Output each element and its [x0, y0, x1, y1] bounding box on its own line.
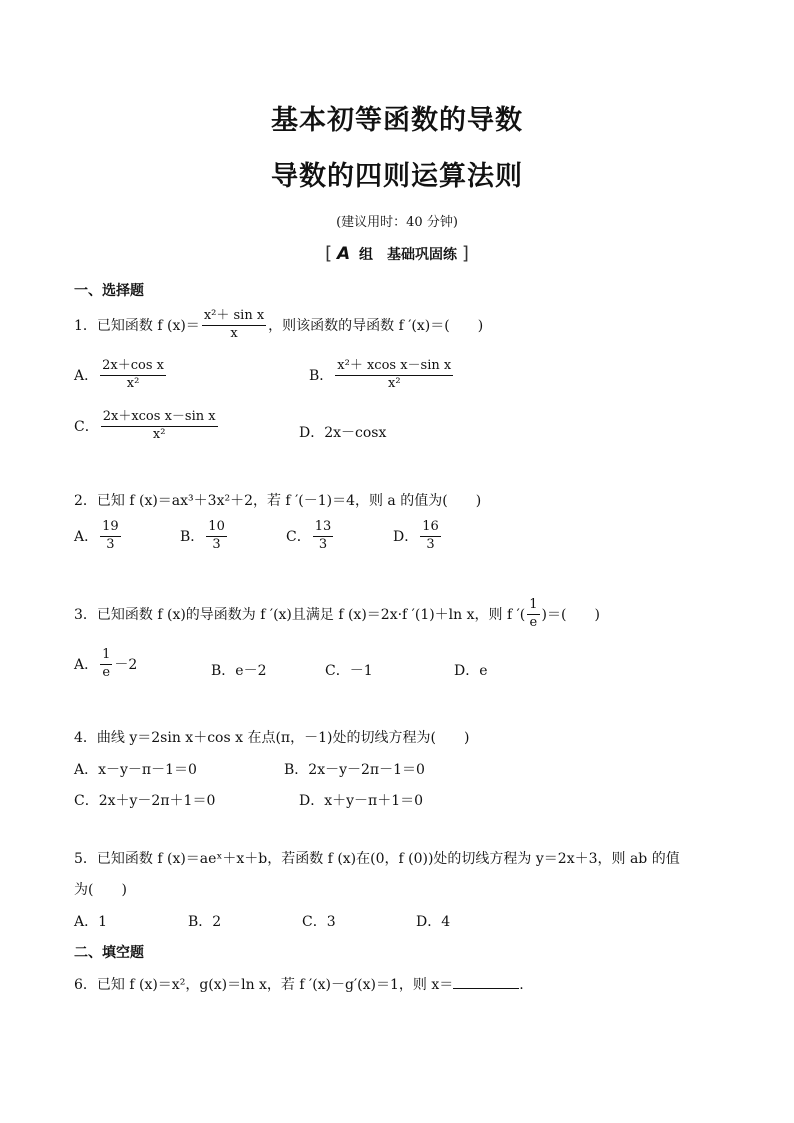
- question-3: [74, 598, 600, 631]
- q2-option-d-num: 16: [420, 520, 441, 537]
- q1-option-b-num: x²＋ xcos x－sin x: [335, 359, 453, 376]
- suggested-time: (建议用时：40 分钟): [336, 215, 458, 230]
- q2-option-a-den: 3: [106, 536, 115, 552]
- group-label: 组 基础巩固练: [359, 247, 458, 263]
- q5-option-b: B．2: [188, 914, 222, 930]
- q3-option-a-den: e: [102, 664, 111, 680]
- q2-option-b: [180, 520, 229, 553]
- q3-option-c: C．－1: [325, 663, 373, 679]
- q1-option-a: [74, 359, 168, 392]
- q3-text-pre: 3．已知函数 f (x)的导函数为 f ′(x)且满足 f (x)＝2x·f ′(1)＋ln x，则 f ′(: [74, 607, 526, 624]
- q5-option-d: D．4: [416, 914, 451, 930]
- q1-text-post: ，则该函数的导函数 f ′(x)＝( ): [268, 318, 484, 335]
- q6-answer-blank[interactable]: [453, 976, 519, 989]
- q3-option-a-label: A．: [74, 657, 99, 674]
- q2-option-c: [286, 520, 335, 553]
- q3-option-a-frac: [100, 648, 112, 681]
- q3-frac-den: e: [529, 614, 538, 630]
- q1-option-b-den: x²: [387, 375, 401, 391]
- group-heading: [0, 243, 794, 264]
- q1-text-pre: 1．已知函数 f (x)＝: [74, 318, 200, 335]
- q2-option-b-den: 3: [212, 536, 221, 552]
- q1-frac-den: x: [230, 325, 238, 341]
- q1-option-c-num: 2x＋xcos x－sin x: [101, 410, 218, 427]
- q1-option-c-frac: [101, 410, 218, 443]
- q6-text-pre: 6．已知 f (x)＝x²，g(x)＝ln x，若 f ′(x)－g′(x)＝1，则 x＝: [74, 977, 454, 993]
- section-heading-fill: 二、填空题: [74, 945, 144, 961]
- q2-option-d-label: D．: [393, 529, 419, 546]
- q4-option-b: B．2x－y－2π－1＝0: [284, 762, 425, 778]
- q2-option-b-label: B．: [180, 529, 205, 546]
- q1-option-a-num: 2x＋cos x: [100, 359, 166, 376]
- q2-option-c-frac: [313, 520, 334, 553]
- q1-option-d: D．2x－cosx: [299, 425, 387, 441]
- q2-option-d-den: 3: [426, 536, 435, 552]
- q5-option-c: C．3: [302, 914, 336, 930]
- q3-frac-num: 1: [527, 598, 539, 615]
- page-subtitle-title: 导数的四则运算法则: [271, 161, 523, 192]
- question-2: 2．已知 f (x)＝ax³＋3x²＋2，若 f ′(－1)＝4，则 a 的值为( ): [74, 493, 482, 509]
- q2-option-d: [393, 520, 443, 553]
- q4-option-d: D．x＋y－π＋1＝0: [299, 793, 424, 809]
- q2-option-a-num: 19: [100, 520, 121, 537]
- q1-option-b-label: B．: [309, 368, 334, 385]
- q1-frac-num: x²＋ sin x: [202, 309, 266, 326]
- q2-option-d-frac: [420, 520, 441, 553]
- q6-text-post: .: [519, 977, 524, 993]
- q2-option-b-frac: [206, 520, 227, 553]
- q2-option-a-label: A．: [74, 529, 99, 546]
- q2-option-b-num: 10: [206, 520, 227, 537]
- q1-option-c-label: C．: [74, 419, 99, 436]
- question-6: [74, 974, 524, 994]
- section-heading-choice: 一、选择题: [74, 283, 144, 299]
- q4-option-a: A．x－y－π－1＝0: [74, 762, 197, 778]
- q2-option-c-label: C．: [286, 529, 311, 546]
- q3-option-a-tail: －2: [114, 657, 138, 674]
- group-left-bracket: [: [325, 243, 333, 264]
- q3-fraction: [527, 598, 539, 631]
- q1-option-a-den: x²: [126, 375, 140, 391]
- group-right-bracket: ]: [461, 243, 469, 264]
- q3-option-d: D．e: [454, 663, 488, 679]
- question-1: [74, 309, 483, 342]
- q5-option-a: A．1: [74, 914, 108, 930]
- page-title: 基本初等函数的导数: [271, 105, 523, 136]
- q2-option-c-num: 13: [313, 520, 334, 537]
- q1-fraction: [202, 309, 266, 342]
- question-5-line-1: 5．已知函数 f (x)＝aeˣ＋x＋b，若函数 f (x)在(0，f (0))处的切线方程为 y＝2x＋3，则 ab 的值: [74, 851, 680, 867]
- q3-option-b: B．e－2: [211, 663, 267, 679]
- q1-option-b-frac: [335, 359, 453, 392]
- question-5-line-2: 为( ): [74, 882, 127, 898]
- q3-text-post: )＝( ): [541, 607, 600, 624]
- q1-option-a-frac: [100, 359, 166, 392]
- q2-option-a: [74, 520, 123, 553]
- q1-option-c: [74, 410, 220, 443]
- group-letter: A: [336, 244, 351, 264]
- q1-option-c-den: x²: [152, 426, 166, 442]
- q2-option-a-frac: [100, 520, 121, 553]
- q1-option-a-label: A．: [74, 368, 99, 385]
- q2-option-c-den: 3: [318, 536, 328, 552]
- q4-option-c: C．2x＋y－2π＋1＝0: [74, 793, 216, 809]
- q3-option-a-num: 1: [100, 648, 112, 665]
- question-4: 4．曲线 y＝2sin x＋cos x 在点(π，－1)处的切线方程为( ): [74, 730, 470, 746]
- q1-option-b: [309, 359, 455, 392]
- q3-option-a: [74, 648, 137, 681]
